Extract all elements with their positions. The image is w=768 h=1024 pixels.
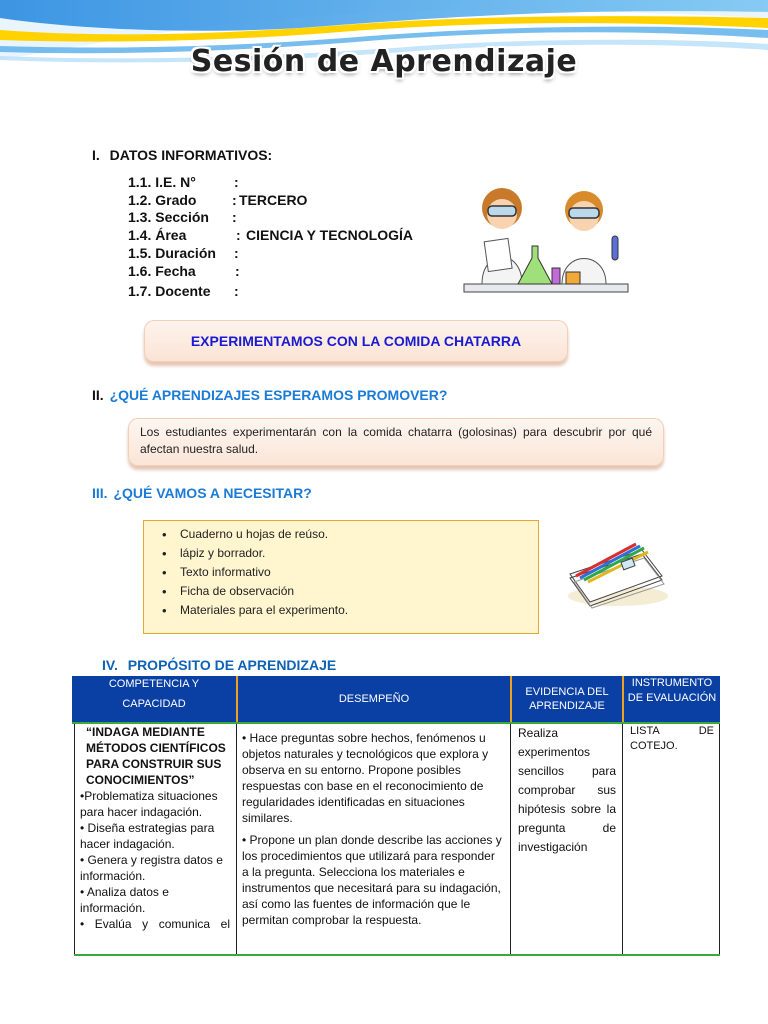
instrumento-cell: LISTA DE COTEJO. [630,725,714,752]
capacidad-item: • Genera y registra datos e información. [80,853,223,883]
section-title: ¿QUÉ APRENDIZAJES ESPERAMOS PROMOVER? [109,387,448,403]
info-key: 1.3. Sección [128,209,209,225]
info-row-ie [128,174,239,190]
info-row-seccion [128,209,237,225]
info-key: 1.4. Área [128,227,187,243]
header-divider [510,676,512,722]
session-topic: EXPERIMENTAMOS CON LA COMIDA CHATARRA [190,333,522,349]
cell-border [622,724,623,954]
info-key: 1.1. I.E. N° [128,174,196,190]
table-header-desempeno: DESEMPEÑO [238,676,510,722]
table-header-competencia [72,676,236,722]
info-row-fecha [128,263,240,279]
list-item: • lápiz y borrador. [162,544,348,563]
header-text: CAPACIDAD [122,698,186,710]
list-item: • Ficha de observación [162,582,348,601]
capacidad-item: • Analiza datos e información. [80,885,169,915]
desempeno-item: • Propone un plan donde describe las acciones y los procedimientos que utilizará para responder a la pregunta. Selecciona los materiales e instrumentos que necesitará para su indagación, así como las fuentes de información que le permitan comprobar la respuesta. [242,833,502,927]
learning-description: Los estudiantes experimentarán con la comida chatarra (golosinas) para descubrir por qué afectan nuestra salud. [140,425,652,456]
header-text: INSTRUMENTO DE EVALUACIÓN [627,677,717,704]
session-topic-box [144,320,568,362]
capacidad-item: • Evalúa y comunica el [80,917,230,931]
section-number: I. [92,147,100,163]
section-title: DATOS INFORMATIVOS: [109,147,273,163]
info-row-docente [128,283,239,299]
materials-list [162,525,348,620]
info-key: 1.7. Docente [128,283,211,299]
list-item: • Cuaderno u hojas de reúso. [162,525,348,544]
info-sep: : [234,283,239,299]
page-title: Sesión de Aprendizaje [190,44,578,79]
green-rule [74,954,720,956]
info-sep: : [232,192,237,208]
table-header-instrumento [624,676,720,722]
info-key: 1.5. Duración [128,245,216,261]
info-sep: : [236,227,241,243]
section-heading-proposito [102,657,336,673]
header-divider [236,676,238,722]
info-row-area [128,227,413,243]
info-key: 1.2. Grado [128,192,197,208]
capacidad-item: • Diseña estrategias para hacer indagación. [80,821,215,851]
capacidad-item: •Problematiza situaciones para hacer indagación. [80,789,218,819]
desempeno-item: • Hace preguntas sobre hechos, fenómenos u objetos naturales y tecnológicos que explora y observa en su entorno. Propone posibles respuestas con base en el reconocimiento de regularidades identificadas en situaciones similares. [242,731,489,825]
list-item: • Materiales para el experimento. [162,601,348,620]
competencia-title: “INDAGA MEDIANTE MÉTODOS CIENTÍFICOS PARA CONSTRUIR SUS CONOCIMIENTOS” [86,725,226,787]
cell-border [74,724,75,954]
purpose-table [72,676,720,958]
section-heading-necesitar [92,485,312,501]
notebook-pencils-illustration [556,530,672,610]
header-text: EVIDENCIA DEL APRENDIZAJE [525,686,609,712]
section-heading-aprendizajes [92,387,447,403]
info-sep: : [234,174,239,190]
cell-border [719,724,720,954]
info-sep: : [232,209,237,225]
section-title: PROPÓSITO DE APRENDIZAJE [127,657,337,673]
cell-border [510,724,511,954]
header-divider [622,676,624,722]
info-sep: : [234,245,239,261]
info-sep: : [235,263,240,279]
learning-description-box [128,418,664,466]
table-header-evidencia [512,676,622,722]
info-row-duracion [128,245,239,261]
cell-border [236,724,237,954]
scientists-illustration [462,176,632,296]
evidencia-cell: Realiza experimentos sencillos para comprobar sus hipótesis sobre la pregunta de investigación [518,726,616,854]
section-number: II. [92,387,104,403]
materials-box [143,520,539,634]
info-value: CIENCIA Y TECNOLOGÍA [246,227,413,243]
section-heading-datos [92,147,272,163]
competencia-cell [80,724,230,932]
list-item: • Texto informativo [162,563,348,582]
section-number: III. [92,485,108,501]
info-row-grado [128,192,308,208]
header-text: COMPETENCIA Y [108,678,200,690]
info-value: TERCERO [239,192,308,208]
section-title: ¿QUÉ VAMOS A NECESITAR? [113,485,312,501]
desempeno-cell [242,730,504,928]
info-key: 1.6. Fecha [128,263,196,279]
section-number: IV. [102,657,118,673]
